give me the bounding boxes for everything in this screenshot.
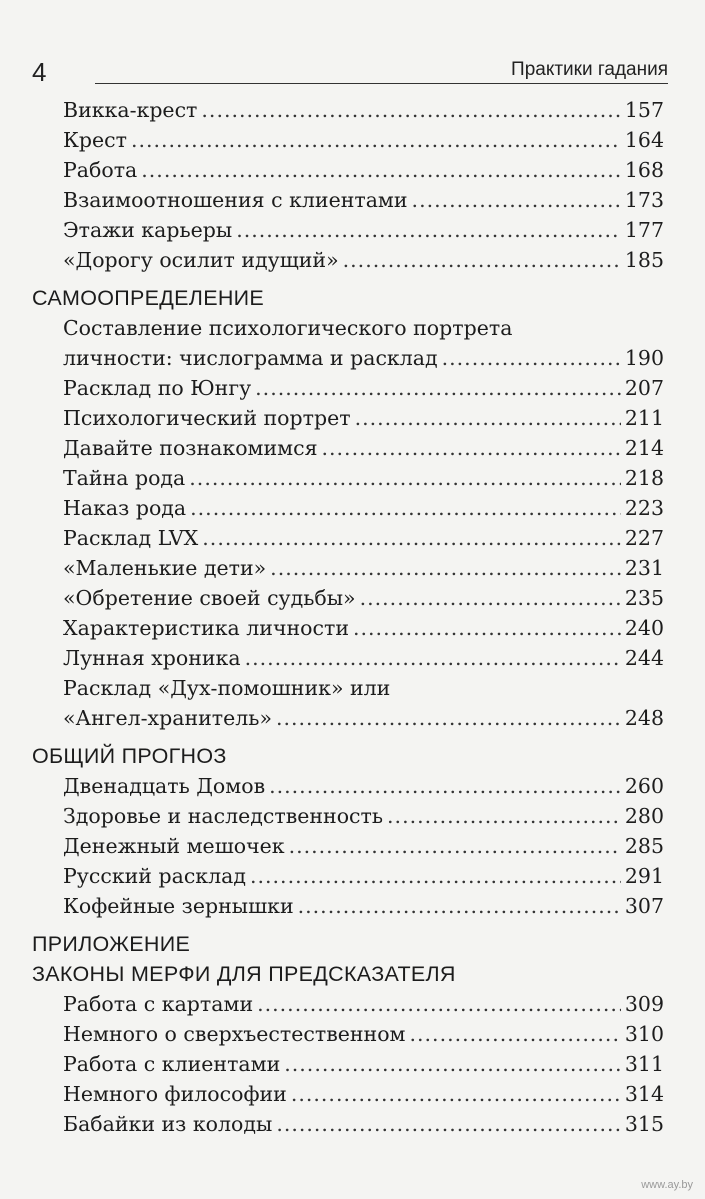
running-head: Практики гадания bbox=[511, 59, 668, 80]
toc-entry-page: 223 bbox=[624, 496, 664, 520]
toc-entry bbox=[32, 215, 664, 245]
toc-entry-page: 285 bbox=[624, 834, 664, 858]
toc-entry-page: 315 bbox=[624, 1112, 664, 1136]
dot-leader bbox=[250, 861, 621, 891]
toc-entry-page: 231 bbox=[624, 556, 664, 580]
dot-leader bbox=[276, 703, 621, 733]
toc-entry-title: Двенадцать Домов bbox=[63, 774, 266, 798]
toc-entry-page: 190 bbox=[624, 346, 664, 370]
toc-entry bbox=[32, 801, 664, 831]
dot-leader bbox=[257, 989, 621, 1019]
toc-entry bbox=[32, 703, 664, 733]
toc-entry-page: 248 bbox=[624, 706, 664, 730]
toc-entry bbox=[32, 463, 664, 493]
toc-entry-title: Работа с клиентами bbox=[63, 1052, 281, 1076]
page-header bbox=[32, 55, 668, 87]
toc-entry-page: 177 bbox=[624, 218, 664, 242]
toc-entry bbox=[32, 125, 664, 155]
table-of-contents bbox=[32, 95, 664, 1139]
toc-entry bbox=[32, 373, 664, 403]
toc-entry-title: Викка-крест bbox=[63, 98, 198, 122]
toc-entry-page: 207 bbox=[624, 376, 664, 400]
toc-entry bbox=[32, 493, 664, 523]
dot-leader bbox=[360, 583, 621, 613]
toc-entry bbox=[32, 989, 664, 1019]
dot-leader bbox=[269, 771, 621, 801]
toc-entry-title: Немного о сверхъестественном bbox=[63, 1022, 406, 1046]
dot-leader bbox=[410, 1019, 621, 1049]
section-heading-appendix: ПРИЛОЖЕНИЕ bbox=[32, 932, 191, 956]
dot-leader bbox=[202, 523, 621, 553]
toc-entry-page: 280 bbox=[624, 804, 664, 828]
toc-entry bbox=[32, 643, 664, 673]
toc-entry bbox=[32, 155, 664, 185]
toc-entry-title: Этажи карьеры bbox=[63, 218, 233, 242]
dot-leader bbox=[270, 553, 621, 583]
toc-entry-page: 309 bbox=[624, 992, 664, 1016]
toc-entry-page: 310 bbox=[624, 1022, 664, 1046]
toc-entry-title: «Ангел-хранитель» bbox=[63, 706, 272, 730]
dot-leader bbox=[298, 891, 621, 921]
toc-entry-title: Психологический портрет bbox=[63, 406, 351, 430]
header-rule bbox=[95, 83, 668, 84]
toc-entry bbox=[32, 1019, 664, 1049]
toc-entry-title: Лунная хроника bbox=[63, 646, 241, 670]
toc-entry-title: личности: числограмма и расклад bbox=[63, 346, 438, 370]
toc-entry bbox=[32, 771, 664, 801]
toc-entry-page: 168 bbox=[624, 158, 664, 182]
dot-leader bbox=[141, 155, 621, 185]
toc-entry-page: 291 bbox=[624, 864, 664, 888]
toc-entry bbox=[32, 433, 664, 463]
toc-entry bbox=[32, 583, 664, 613]
toc-entry bbox=[32, 403, 664, 433]
toc-entry-page: 214 bbox=[624, 436, 664, 460]
toc-entry-page: 307 bbox=[624, 894, 664, 918]
toc-entry-title: Наказ рода bbox=[63, 496, 187, 520]
toc-entry-title: Расклад LVX bbox=[63, 526, 199, 550]
toc-entry-title: Работа bbox=[63, 158, 138, 182]
toc-entry bbox=[32, 343, 664, 373]
toc-entry bbox=[32, 613, 664, 643]
toc-entry-page: 240 bbox=[624, 616, 664, 640]
dot-leader bbox=[343, 245, 621, 275]
dot-leader bbox=[276, 1109, 621, 1139]
toc-entry-title: Давайте познакомимся bbox=[63, 436, 318, 460]
toc-entry-title: Взаимоотношения с клиентами bbox=[63, 188, 408, 212]
toc-entry-continued-line: Составление психологического портрета bbox=[63, 316, 513, 340]
page-number: 4 bbox=[32, 57, 47, 87]
dot-leader bbox=[284, 1049, 621, 1079]
dot-leader bbox=[189, 463, 621, 493]
dot-leader bbox=[442, 343, 621, 373]
section-heading-forecast: ОБЩИЙ ПРОГНОЗ bbox=[32, 744, 227, 768]
toc-entry-page: 164 bbox=[624, 128, 664, 152]
toc-entry bbox=[32, 831, 664, 861]
toc-entry-continued-line: Расклад «Дух-помошник» или bbox=[63, 676, 391, 700]
dot-leader bbox=[236, 215, 621, 245]
toc-entry bbox=[32, 523, 664, 553]
dot-leader bbox=[131, 125, 621, 155]
section-heading-self: САМООПРЕДЕЛЕНИЕ bbox=[32, 286, 265, 310]
toc-entry-page: 185 bbox=[624, 248, 664, 272]
toc-entry bbox=[32, 1109, 664, 1139]
section-heading-murphy: ЗАКОНЫ МЕРФИ ДЛЯ ПРЕДСКАЗАТЕЛЯ bbox=[32, 962, 456, 986]
toc-entry bbox=[32, 861, 664, 891]
toc-entry bbox=[32, 245, 664, 275]
toc-entry-page: 173 bbox=[624, 188, 664, 212]
toc-entry-page: 311 bbox=[624, 1052, 664, 1076]
toc-entry bbox=[32, 1049, 664, 1079]
toc-entry-page: 314 bbox=[624, 1082, 664, 1106]
toc-entry-title: Работа с картами bbox=[63, 992, 254, 1016]
toc-entry-page: 260 bbox=[624, 774, 664, 798]
toc-entry-title: Крест bbox=[63, 128, 127, 152]
toc-entry-page: 157 bbox=[624, 98, 664, 122]
dot-leader bbox=[353, 613, 621, 643]
dot-leader bbox=[387, 801, 621, 831]
toc-entry-title: Характеристика личности bbox=[63, 616, 349, 640]
toc-entry-page: 235 bbox=[624, 586, 664, 610]
dot-leader bbox=[255, 373, 621, 403]
toc-entry-page: 227 bbox=[624, 526, 664, 550]
toc-entry bbox=[32, 891, 664, 921]
toc-entry bbox=[32, 95, 664, 125]
toc-entry-title: Денежный мешочек bbox=[63, 834, 285, 858]
toc-entry-title: Кофейные зернышки bbox=[63, 894, 294, 918]
toc-entry-title: Русский расклад bbox=[63, 864, 246, 888]
toc-entry-title: «Дорогу осилит идущий» bbox=[63, 248, 339, 272]
dot-leader bbox=[190, 493, 621, 523]
toc-entry bbox=[32, 1079, 664, 1109]
toc-entry-title: Немного философии bbox=[63, 1082, 287, 1106]
dot-leader bbox=[412, 185, 621, 215]
toc-entry-title: Бабайки из колоды bbox=[63, 1112, 273, 1136]
dot-leader bbox=[201, 95, 620, 125]
dot-leader bbox=[355, 403, 621, 433]
toc-entry-page: 211 bbox=[624, 406, 664, 430]
toc-entry-title: Тайна рода bbox=[63, 466, 186, 490]
toc-entry-title: «Обретение своей судьбы» bbox=[63, 586, 356, 610]
watermark: www.ay.by bbox=[641, 1179, 693, 1191]
dot-leader bbox=[289, 831, 621, 861]
toc-entry-page: 218 bbox=[624, 466, 664, 490]
toc-entry-title: Расклад по Юнгу bbox=[63, 376, 252, 400]
toc-entry bbox=[32, 185, 664, 215]
toc-entry-title: «Маленькие дети» bbox=[63, 556, 267, 580]
dot-leader bbox=[291, 1079, 621, 1109]
toc-entry-title: Здоровье и наследственность bbox=[63, 804, 384, 828]
toc-entry-page: 244 bbox=[624, 646, 664, 670]
toc-entry bbox=[32, 553, 664, 583]
dot-leader bbox=[322, 433, 621, 463]
dot-leader bbox=[245, 643, 621, 673]
